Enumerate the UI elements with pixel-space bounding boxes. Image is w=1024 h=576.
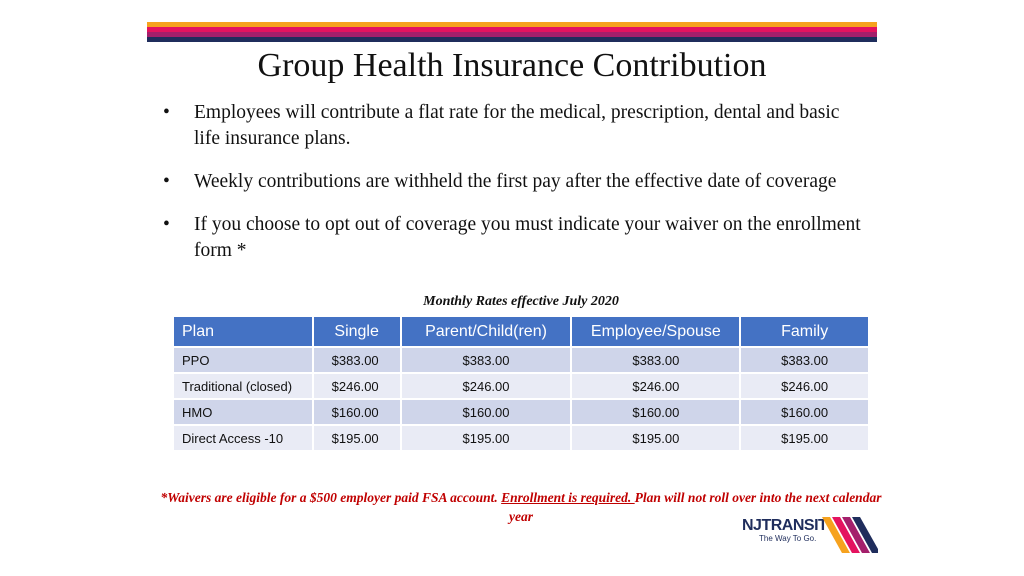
cell-plan: HMO: [174, 399, 313, 425]
bullet-text: If you choose to opt out of coverage you must indicate your waiver on the enrollment form *: [194, 214, 861, 261]
footnote-text-2: Plan will not roll over into the next calendar year: [509, 490, 882, 524]
header-single: Single: [313, 317, 401, 347]
bullet-list: [163, 100, 863, 264]
page-title: Group Health Insurance Contribution: [257, 47, 767, 84]
cell-employee-spouse: $195.00: [571, 425, 740, 450]
cell-single: $246.00: [313, 373, 401, 399]
logo-swoosh-icon: [818, 517, 878, 553]
table-header-row: [174, 317, 869, 347]
footnote-enrollment-required: Enrollment is required.: [501, 490, 635, 505]
bullet-text: Employees will contribute a flat rate for the medical, prescription, dental and basic life insurance plans.: [194, 102, 840, 149]
cell-single: $383.00: [313, 347, 401, 373]
rates-table: [174, 317, 870, 450]
cell-single: $195.00: [313, 425, 401, 450]
bullet-text: Weekly contributions are withheld the first pay after the effective date of coverage: [194, 171, 837, 192]
bullet-item: [163, 100, 863, 152]
header-family: Family: [740, 317, 869, 347]
table-row: [174, 425, 869, 450]
cell-parent-children: $246.00: [401, 373, 572, 399]
rates-caption: Monthly Rates effective July 2020: [423, 294, 619, 309]
cell-parent-children: $195.00: [401, 425, 572, 450]
cell-employee-spouse: $383.00: [571, 347, 740, 373]
stripe-navy: [147, 37, 877, 42]
header-color-stripes: [147, 22, 877, 42]
logo-wordmark: NJTRANSIT: [742, 517, 828, 534]
footnote-text-1: *Waivers are eligible for a $500 employer paid FSA account.: [160, 490, 502, 505]
bullet-item: [163, 212, 863, 264]
cell-parent-children: $383.00: [401, 347, 572, 373]
cell-plan: Direct Access -10: [174, 425, 313, 450]
logo-text: [742, 517, 827, 544]
cell-family: $246.00: [740, 373, 869, 399]
bullet-dot: •: [163, 171, 170, 192]
cell-family: $383.00: [740, 347, 869, 373]
table-row: [174, 347, 869, 373]
cell-plan: Traditional (closed): [174, 373, 313, 399]
bullet-dot: •: [163, 102, 170, 123]
header-plan: Plan: [174, 317, 313, 347]
header-employee-spouse: Employee/Spouse: [571, 317, 740, 347]
bullet-dot: •: [163, 214, 170, 235]
logo-tagline: The Way To Go.: [759, 534, 817, 543]
cell-employee-spouse: $160.00: [571, 399, 740, 425]
cell-employee-spouse: $246.00: [571, 373, 740, 399]
table-row: [174, 373, 869, 399]
cell-plan: PPO: [174, 347, 313, 373]
cell-family: $195.00: [740, 425, 869, 450]
bullet-item: [163, 169, 863, 195]
cell-parent-children: $160.00: [401, 399, 572, 425]
cell-single: $160.00: [313, 399, 401, 425]
cell-family: $160.00: [740, 399, 869, 425]
header-parent-children: Parent/Child(ren): [401, 317, 572, 347]
nj-transit-logo: [742, 517, 878, 553]
table-row: [174, 399, 869, 425]
